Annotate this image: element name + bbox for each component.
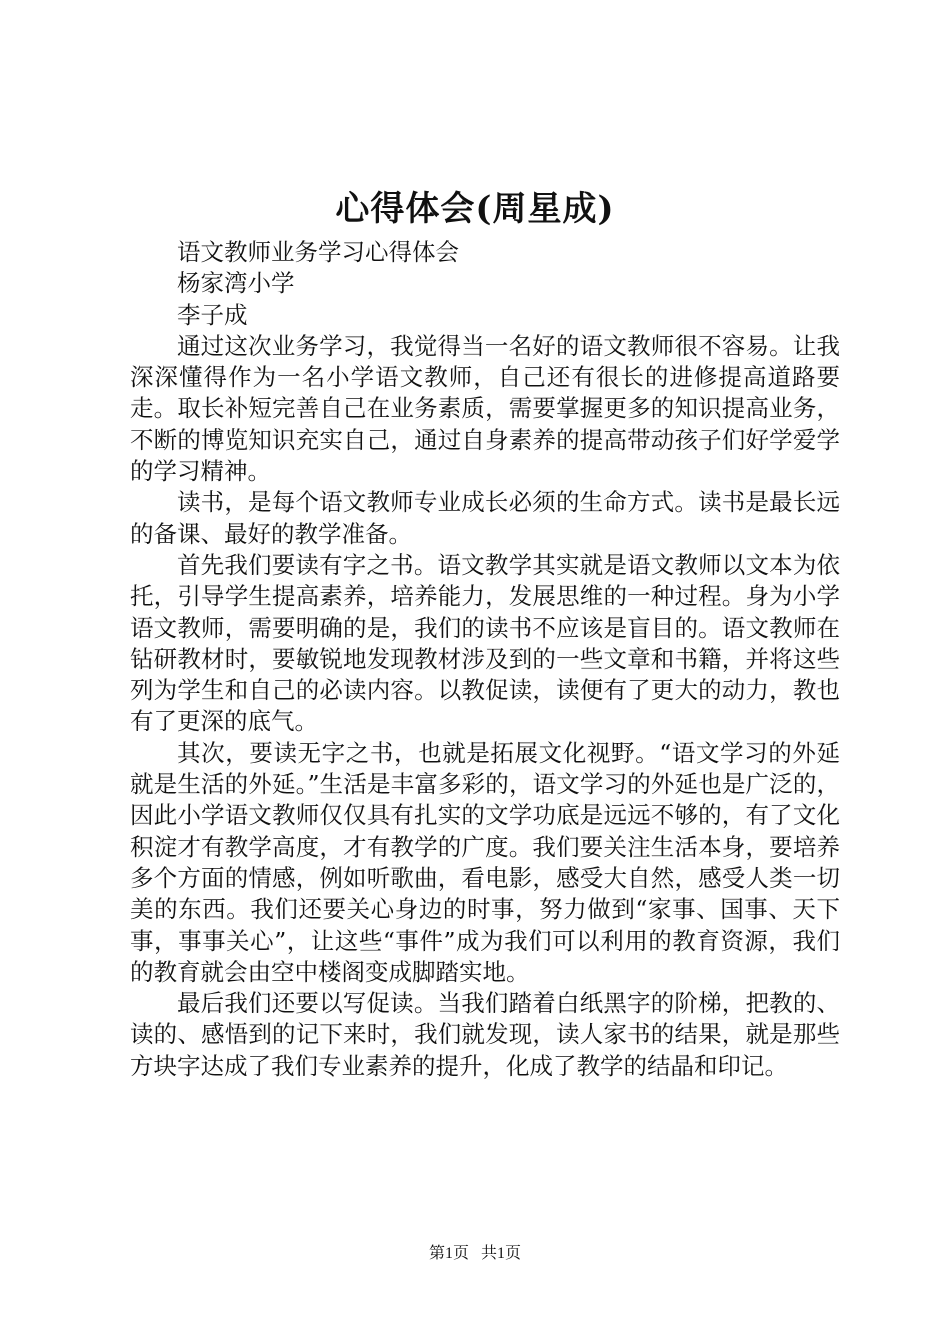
body-paragraph-3: 首先我们要读有字之书。语文教学其实就是语文教师以文本为依托，引导学生提高素养，培养能力，发展思维的一种过程。身为小学语文教师，需要明确的是，我们的读书不应该是盲目的。语文教师在钻研教材时，要敏锐地发现教材涉及到的一些文章和书籍，并将这些列为学生和自己的必读内容。以教促读，读便有了更大的动力，教也有了更深的底气。 [130, 550, 840, 736]
heading-line-school: 杨家湾小学 [177, 269, 295, 298]
body-paragraph-4: 其次，要读无字之书，也就是拓展文化视野。“语文学习的外延就是生活的外延。”生活是丰富多彩的，语文学习的外延也是广泛的，因此小学语文教师仅仅具有扎实的文学功底是远远不够的，有了文化积淀才有教学高度，才有教学的广度。我们要关注生活本身，要培养多个方面的情感，例如听歌曲，看电影，感受大自然，感受人类一切美的东西。我们还要关心身边的时事，努力做到“家事、国事、天下事，事事关心”，让这些“事件”成为我们可以利用的教育资源，我们的教育就会由空中楼阁变成脚踏实地。 [130, 738, 840, 986]
page-total: 共1页 [481, 1245, 522, 1262]
heading-line-author: 李子成 [177, 300, 248, 329]
body-paragraph-2: 读书，是每个语文教师专业成长必须的生命方式。读书是最长远的备课、最好的教学准备。 [130, 488, 840, 548]
document-title: 心得体会(周星成) [335, 189, 615, 229]
page-number: 第1页 [428, 1245, 469, 1262]
body-paragraph-1: 通过这次业务学习，我觉得当一名好的语文教师很不容易。让我深深懂得作为一名小学语文教师，自己还有很长的进修提高道路要走。取长补短完善自己在业务素质，需要掌握更多的知识提高业务，不断的博览知识充实自己，通过自身素养的提高带动孩子们好学爱学的学习精神。 [130, 331, 840, 486]
heading-line-subject: 语文教师业务学习心得体会 [177, 238, 459, 266]
document-body [130, 237, 840, 1082]
page-footer [0, 1243, 950, 1265]
body-paragraph-5: 最后我们还要以写促读。当我们踏着白纸黑字的阶梯，把教的、读的、感悟到的记下来时，我们就发现，读人家书的结果，就是那些方块字达成了我们专业素养的提升，化成了教学的结晶和印记。 [130, 989, 840, 1080]
